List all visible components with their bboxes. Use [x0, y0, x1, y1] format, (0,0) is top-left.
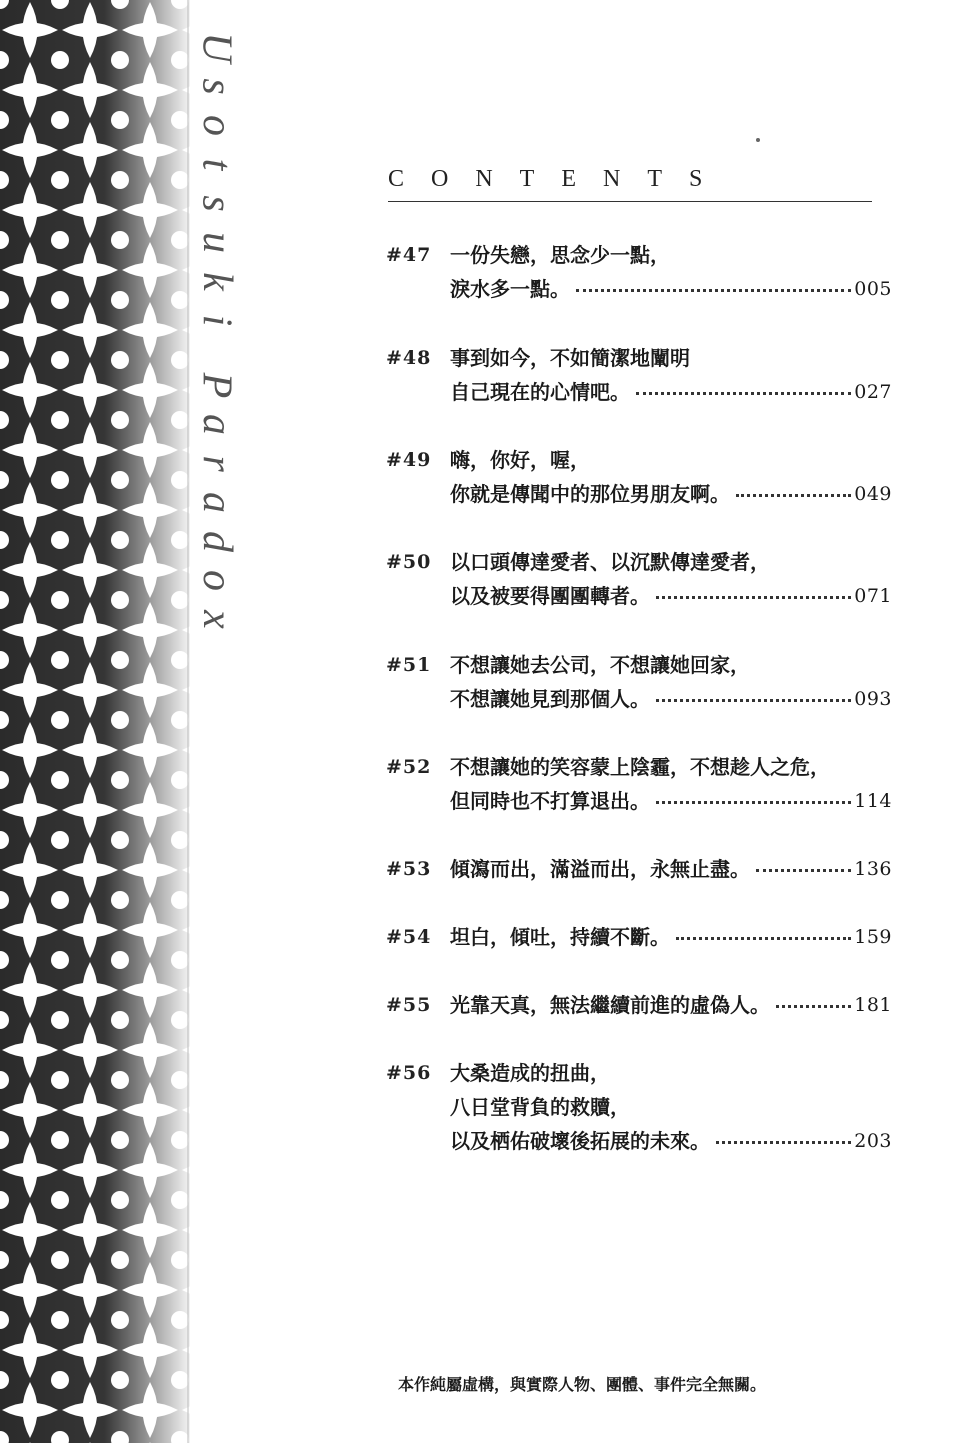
- chapter-title-final-line: [450, 990, 892, 1020]
- decorative-pattern-strip: [0, 0, 190, 1443]
- chapter-title-final-line: [450, 684, 892, 714]
- vertical-title-letter: s: [193, 195, 240, 212]
- page-number: 181: [854, 994, 892, 1016]
- disclaimer-text: 本作純屬虛構，與實際人物、團體、事件完全無關。: [398, 1375, 767, 1394]
- dot-leader: [716, 1141, 851, 1144]
- chapter-title-text: 傾瀉而出，滿溢而出，永無止盡。: [450, 857, 750, 881]
- chapter-title-text: 淚水多一點。: [450, 277, 570, 301]
- chapter-title-text: 以及栖佑破壞後拓展的未來。: [450, 1129, 710, 1153]
- dot-leader: [776, 1005, 851, 1008]
- chapter-title-text: 坦白，傾吐，持續不斷。: [450, 925, 670, 949]
- chapter-number: #50: [386, 551, 432, 573]
- page-number: 005: [854, 278, 892, 300]
- chapter-title-text: 自己現在的心情吧。: [450, 380, 630, 404]
- chapter-title-final-line: [450, 786, 892, 816]
- chapter-number: #47: [386, 244, 432, 266]
- page-number: 071: [854, 585, 892, 607]
- page-number: 093: [854, 688, 892, 710]
- dot-leader: [576, 289, 851, 292]
- vertical-title-letter: a: [193, 492, 240, 513]
- vertical-series-title: [193, 28, 240, 639]
- dot-leader: [636, 392, 851, 395]
- chapter-title-line: 大桑造成的扭曲，: [450, 1061, 610, 1085]
- chapter-title-text: 光靠天真，無法繼續前進的虛偽人。: [450, 993, 770, 1017]
- dot-leader: [756, 869, 851, 872]
- dot-leader: [656, 596, 851, 599]
- vertical-title-letter: d: [193, 531, 240, 552]
- page-number: 049: [854, 483, 892, 505]
- chapter-title-final-line: [450, 274, 892, 304]
- vertical-title-letter: o: [193, 570, 240, 591]
- chapter-title-line: 一份失戀，思念少一點，: [450, 243, 670, 267]
- chapter-title-text: 不想讓她見到那個人。: [450, 687, 650, 711]
- chapter-title-final-line: [450, 854, 892, 884]
- dot-leader: [656, 699, 851, 702]
- dot-leader: [736, 494, 851, 497]
- vertical-title-letter: U: [193, 32, 240, 63]
- chapter-title-text: 以及被要得團團轉者。: [450, 584, 650, 608]
- chapter-number: #55: [386, 994, 432, 1016]
- chapter-title-final-line: [450, 581, 892, 611]
- chapter-title-line: 以口頭傳達愛者、以沉默傳達愛者，: [450, 550, 770, 574]
- heading-rule: [388, 201, 872, 202]
- contents-heading: CONTENTS: [388, 166, 730, 192]
- print-speck: [756, 138, 760, 142]
- chapter-title-text: 你就是傳聞中的那位男朋友啊。: [450, 482, 730, 506]
- chapter-number: #51: [386, 654, 432, 676]
- chapter-title-final-line: [450, 922, 892, 952]
- vertical-title-letter: t: [193, 158, 240, 171]
- dot-leader: [676, 937, 851, 940]
- chapter-title-text: 但同時也不打算退出。: [450, 789, 650, 813]
- chapter-title-final-line: [450, 377, 892, 407]
- chapter-title-final-line: [450, 479, 892, 509]
- chapter-number: #53: [386, 858, 432, 880]
- chapter-number: #48: [386, 347, 432, 369]
- chapter-number: #49: [386, 449, 432, 471]
- chapter-title-line: 不想讓她去公司，不想讓她回家，: [450, 653, 750, 677]
- page-number: 203: [854, 1130, 892, 1152]
- chapter-title-line: 不想讓她的笑容蒙上陰霾，不想趁人之危，: [450, 755, 830, 779]
- chapter-number: #56: [386, 1062, 432, 1084]
- page-number: 027: [854, 381, 892, 403]
- vertical-title-letter: r: [193, 455, 240, 472]
- chapter-number: #52: [386, 756, 432, 778]
- page-number: 136: [854, 858, 892, 880]
- vertical-title-letter: i: [193, 314, 240, 327]
- vertical-title-letter: s: [193, 78, 240, 95]
- chapter-title-line: 嗨，你好，喔，: [450, 448, 590, 472]
- page-number: 159: [854, 926, 892, 948]
- vertical-title-letter: P: [193, 372, 240, 399]
- chapter-title-line: 事到如今，不如簡潔地闡明: [450, 346, 690, 370]
- vertical-title-letter: k: [193, 272, 240, 291]
- vertical-title-letter: u: [193, 232, 240, 253]
- vertical-title-letter: o: [193, 115, 240, 136]
- chapter-title-final-line: [450, 1126, 892, 1156]
- chapter-title-line: 八日堂背負的救贖，: [450, 1095, 630, 1119]
- vertical-title-letter: a: [193, 414, 240, 435]
- dot-leader: [656, 801, 851, 804]
- chapter-number: #54: [386, 926, 432, 948]
- vertical-title-letter: x: [193, 610, 240, 629]
- page-number: 114: [854, 790, 892, 812]
